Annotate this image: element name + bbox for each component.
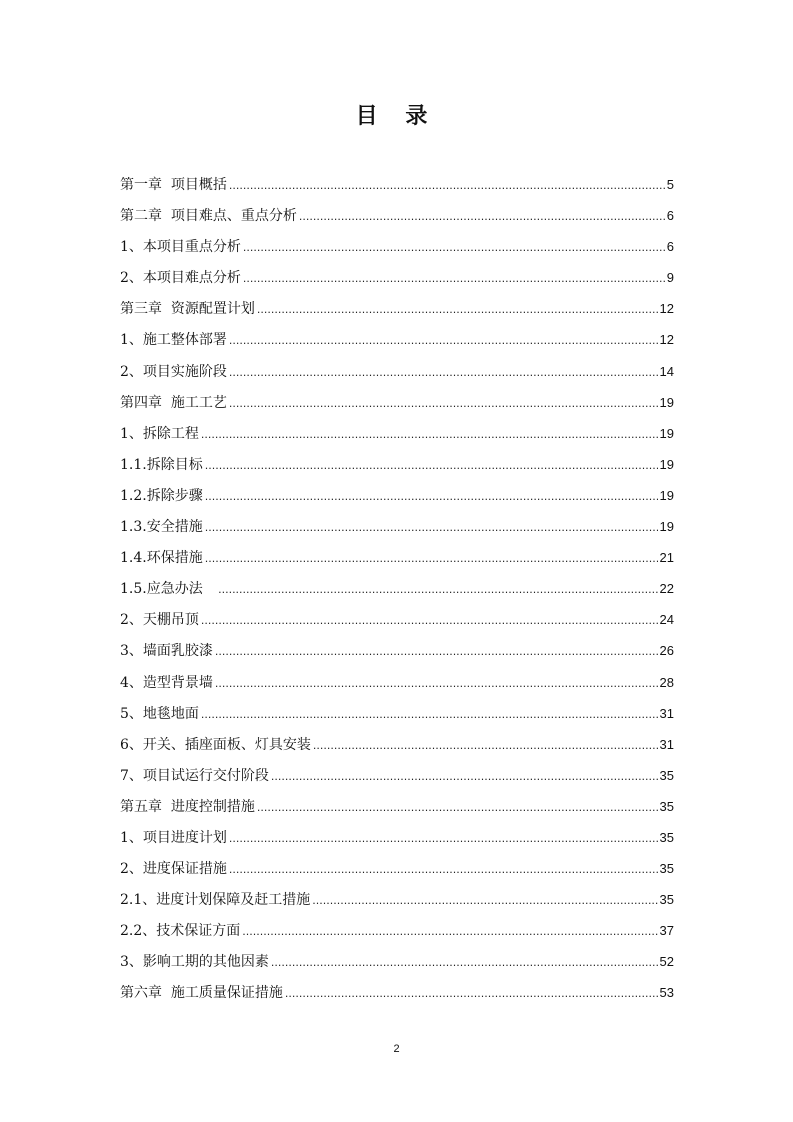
toc-entry[interactable] (120, 793, 674, 824)
toc-entry[interactable] (120, 606, 674, 637)
toc-entry-page: 22 (659, 581, 674, 597)
toc-entry-label: 第一章 项目概括 (120, 177, 227, 193)
toc-entry-label: 2、进度保证措施 (120, 861, 227, 878)
toc-leader-dots (218, 576, 657, 604)
toc-entry-page: 19 (659, 425, 674, 441)
toc-leader-dots (299, 203, 665, 231)
toc-entry-label: 第六章 施工质量保证措施 (120, 985, 283, 1002)
toc-leader-dots (257, 794, 658, 822)
toc-entry[interactable] (120, 171, 674, 202)
toc-entry[interactable] (120, 264, 674, 295)
toc-entry[interactable] (120, 886, 674, 917)
toc-entry-page: 52 (659, 954, 674, 970)
toc-entry[interactable] (120, 637, 674, 668)
toc-entry-label: 第三章 资源配置计划 (120, 301, 255, 318)
toc-entry-page: 31 (659, 736, 674, 752)
toc-entry-label: 2、项目实施阶段 (120, 363, 227, 380)
toc-entry-label: 5、地毯地面 (120, 705, 199, 722)
toc-entry-page: 53 (659, 985, 674, 1001)
toc-entry[interactable] (120, 295, 674, 326)
toc-leader-dots (312, 887, 657, 915)
toc-entry-page: 35 (659, 829, 674, 845)
toc-entry[interactable] (120, 948, 674, 979)
toc-leader-dots (243, 265, 665, 293)
toc-entry-label: 1.2.拆除步骤 (120, 487, 203, 504)
toc-entry-page: 5 (666, 177, 674, 192)
toc-entry-label: 1.3.安全措施 (120, 519, 203, 536)
toc-entry[interactable] (120, 762, 674, 793)
toc-entry-label: 3、墙面乳胶漆 (120, 643, 213, 660)
toc-entry[interactable] (120, 326, 674, 357)
toc-entry[interactable] (120, 233, 674, 264)
toc-entry[interactable] (120, 202, 674, 233)
toc-entry-page: 26 (659, 643, 674, 659)
toc-entry-page: 21 (659, 550, 674, 566)
toc-leader-dots (285, 980, 658, 1008)
toc-entry-page: 28 (659, 674, 674, 690)
toc-leader-dots (229, 390, 658, 418)
toc-entry-page: 35 (659, 767, 674, 783)
toc-title: 目 录 (355, 103, 438, 129)
toc-entry[interactable] (120, 389, 674, 420)
toc-leader-dots (201, 607, 658, 635)
toc-entry[interactable] (120, 669, 674, 700)
toc-leader-dots (205, 545, 658, 573)
toc-entry[interactable] (120, 824, 674, 855)
toc-leader-dots (257, 296, 658, 324)
toc-entry[interactable] (120, 731, 674, 762)
toc-entry-page: 35 (659, 798, 674, 814)
toc-entry-page: 9 (666, 270, 674, 286)
toc-entry[interactable] (120, 544, 674, 575)
toc-entry[interactable] (120, 482, 674, 513)
toc-leader-dots (243, 234, 665, 262)
toc-entry-page: 6 (666, 239, 674, 255)
toc-entry[interactable] (120, 451, 674, 482)
toc-leader-dots (229, 172, 665, 200)
toc-entry-page: 35 (659, 861, 674, 877)
toc-entry-page: 12 (659, 301, 674, 317)
toc-entry[interactable] (120, 917, 674, 948)
toc-leader-dots (205, 452, 658, 480)
toc-leader-dots (229, 856, 658, 884)
toc-entry-label: 1、拆除工程 (120, 425, 199, 442)
toc-entry-page: 19 (659, 487, 674, 503)
toc-leader-dots (242, 918, 657, 946)
toc-leader-dots (201, 421, 658, 449)
toc-entry-label: 4、造型背景墙 (120, 674, 213, 691)
toc-entry-label: 6、开关、插座面板、灯具安装 (120, 736, 311, 753)
toc-leader-dots (271, 763, 658, 791)
toc-entry-label: 3、影响工期的其他因素 (120, 954, 269, 971)
toc-leader-dots (229, 825, 658, 853)
toc-entry[interactable] (120, 700, 674, 731)
toc-entry-page: 12 (659, 332, 674, 348)
toc-entry-label: 1、项目进度计划 (120, 829, 227, 846)
toc-leader-dots (229, 359, 658, 387)
toc-entry-label: 2、天棚吊顶 (120, 612, 199, 629)
toc-entry-label: 2.2、技术保证方面 (120, 923, 241, 940)
toc-entry-label: 1.5.应急办法 (120, 581, 217, 598)
toc-entry-page: 6 (666, 208, 674, 224)
toc-entry[interactable] (120, 358, 674, 389)
toc-leader-dots (205, 483, 658, 511)
toc-entry-page: 31 (659, 705, 674, 721)
toc-leader-dots (201, 701, 658, 729)
toc-entry-label: 第二章 项目难点、重点分析 (120, 208, 297, 225)
toc-leader-dots (215, 670, 658, 698)
toc-entry-label: 第五章 进度控制措施 (120, 798, 255, 815)
toc-entry[interactable] (120, 420, 674, 451)
toc-leader-dots (313, 732, 658, 760)
toc-leader-dots (229, 327, 658, 355)
toc-entry-label: 第四章 施工工艺 (120, 394, 227, 411)
toc-entry-page: 19 (659, 519, 674, 535)
toc-entry-page: 19 (659, 456, 674, 472)
toc-entry[interactable] (120, 575, 674, 606)
toc-entry-page: 37 (659, 923, 674, 939)
toc-entry-label: 1.1.拆除目标 (120, 456, 203, 473)
toc-entry-page: 24 (659, 612, 674, 628)
toc-entry-label: 2、本项目难点分析 (120, 270, 241, 287)
toc-entry-label: 1.4.环保措施 (120, 550, 203, 567)
toc-entry-label: 2.1、进度计划保障及赶工措施 (120, 892, 311, 909)
toc-entry-label: 1、本项目重点分析 (120, 239, 241, 256)
toc-entry[interactable] (120, 855, 674, 886)
toc-entry[interactable] (120, 513, 674, 544)
toc-entry-page: 19 (659, 394, 674, 410)
toc-list (120, 171, 674, 1011)
toc-entry-page: 14 (659, 363, 674, 379)
toc-leader-dots (271, 949, 658, 977)
toc-entry-page: 35 (659, 892, 674, 908)
toc-entry-label: 1、施工整体部署 (120, 332, 227, 349)
toc-leader-dots (215, 638, 658, 666)
toc-leader-dots (205, 514, 658, 542)
page-number: 2 (393, 1043, 400, 1055)
toc-entry[interactable] (120, 979, 674, 1010)
toc-entry-label: 7、项目试运行交付阶段 (120, 767, 269, 784)
